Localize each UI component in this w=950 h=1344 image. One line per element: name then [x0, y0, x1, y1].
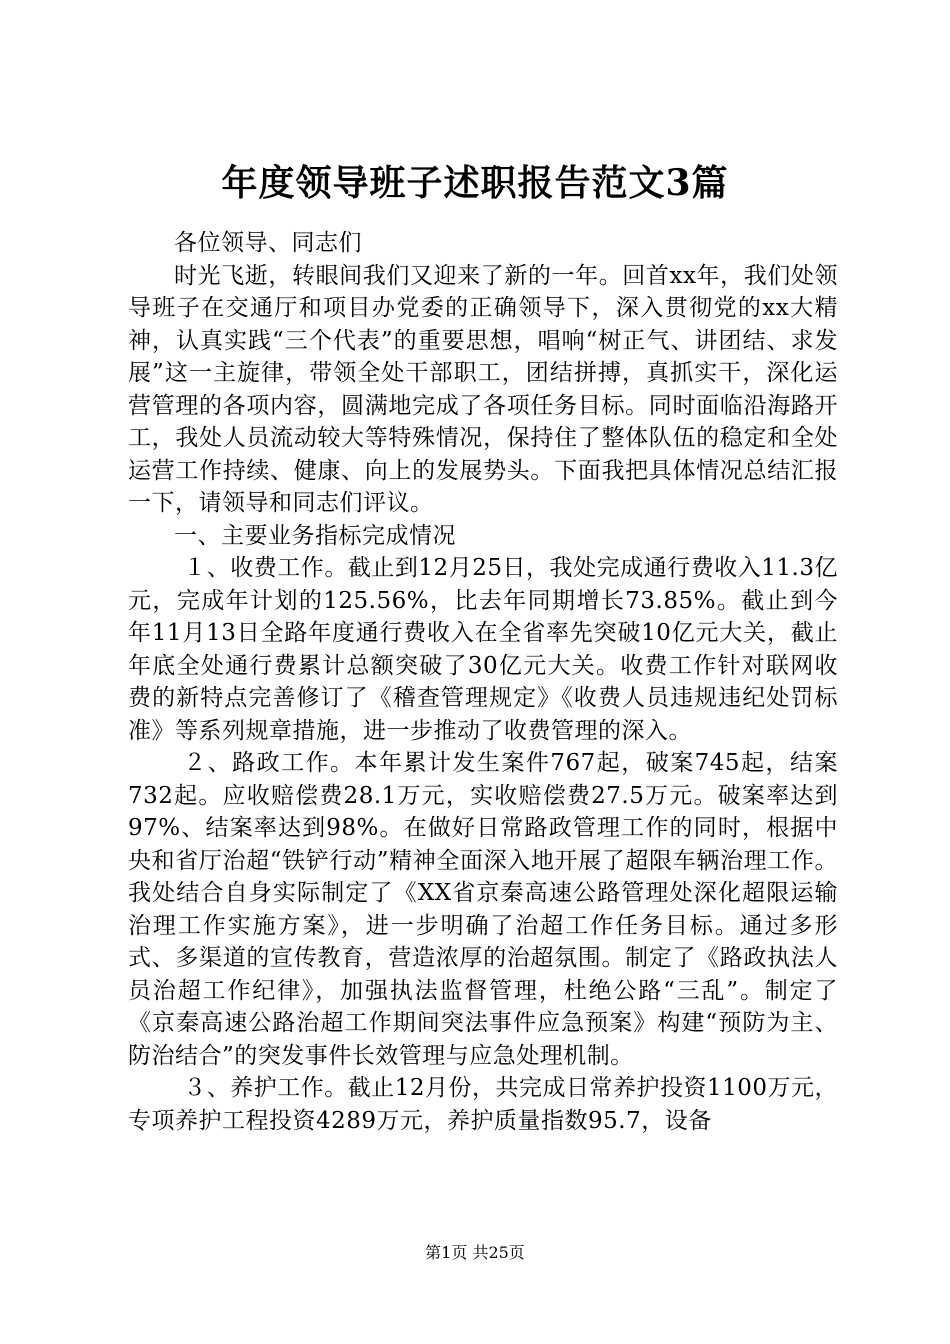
maintenance-paragraph: ３、养护工作。截止12月份，共完成日常养护投资1100万元，专项养护工程投资4289万元，养护质量指数95.7，设备 [128, 1075, 838, 1134]
document-body [128, 227, 838, 1137]
document-title: 年度领导班子述职报告范文3篇 [221, 162, 729, 204]
intro-paragraph: 时光飞逝，转眼间我们又迎来了新的一年。回首xx年，我们处领导班子在交通厅和项目办党委的正确领导下，深入贯彻党的xx大精神，认真实践“三个代表”的重要思想，唱响“树正气、讲团结、求发展”这一主旋律，带领全处干部职工，团结拼搏，真抓实干，深化运营管理的各项内容，圆满地完成了各项任务目标。同时面临沿海路开工，我处人员流动较大等特殊情况，保持住了整体队伍的稳定和全处运营工作持续、健康、向上的发展势头。下面我把具体情况总结汇报一下，请领导和同志们评议。 [128, 262, 838, 516]
section-heading: 一、主要业务指标完成情况 [174, 522, 456, 549]
salutation-paragraph: 各位领导、同志们 [174, 230, 362, 256]
road-administration-paragraph: ２、路政工作。本年累计发生案件767起，破案745起，结案732起。应收赔偿费28.1万元，实收赔偿费27.5万元。破案率达到97%、结案率达到98%。在做好日常路政管理工作的同时，根据中央和省厅治超“铁铲行动”精神全面深入地开展了超限车辆治理工作。我处结合自身实际制定了《XX省京秦高速公路管理处深化超限运输治理工作实施方案》，进一步明确了治超工作任务目标。通过多形式、多渠道的宣传教育，营造浓厚的治超氛围。制定了《路政执法人员治超工作纪律》，加强执法监督管理，杜绝公路“三乱”。制定了《京秦高速公路治超工作期间突法事件应急预案》构建“预防为主、防治结合”的突发事件长效管理与应急处理机制。 [128, 750, 838, 1069]
toll-work-paragraph: １、收费工作。截止到12月25日，我处完成通行费收入11.3亿元，完成年计划的125.56%，比去年同期增长73.85%。截止到今年11月13日全路年度通行费收入在全省率先突破10亿元大关，截止年底全处通行费累计总额突破了30亿元大关。收费工作针对联网收费的新特点完善修订了《稽查管理规定》《收费人员违规违纪处罚标准》等系列规章措施，进一步推动了收费管理的深入。 [128, 555, 838, 744]
page-number-footer: 第1页 共25页 [425, 1243, 525, 1262]
